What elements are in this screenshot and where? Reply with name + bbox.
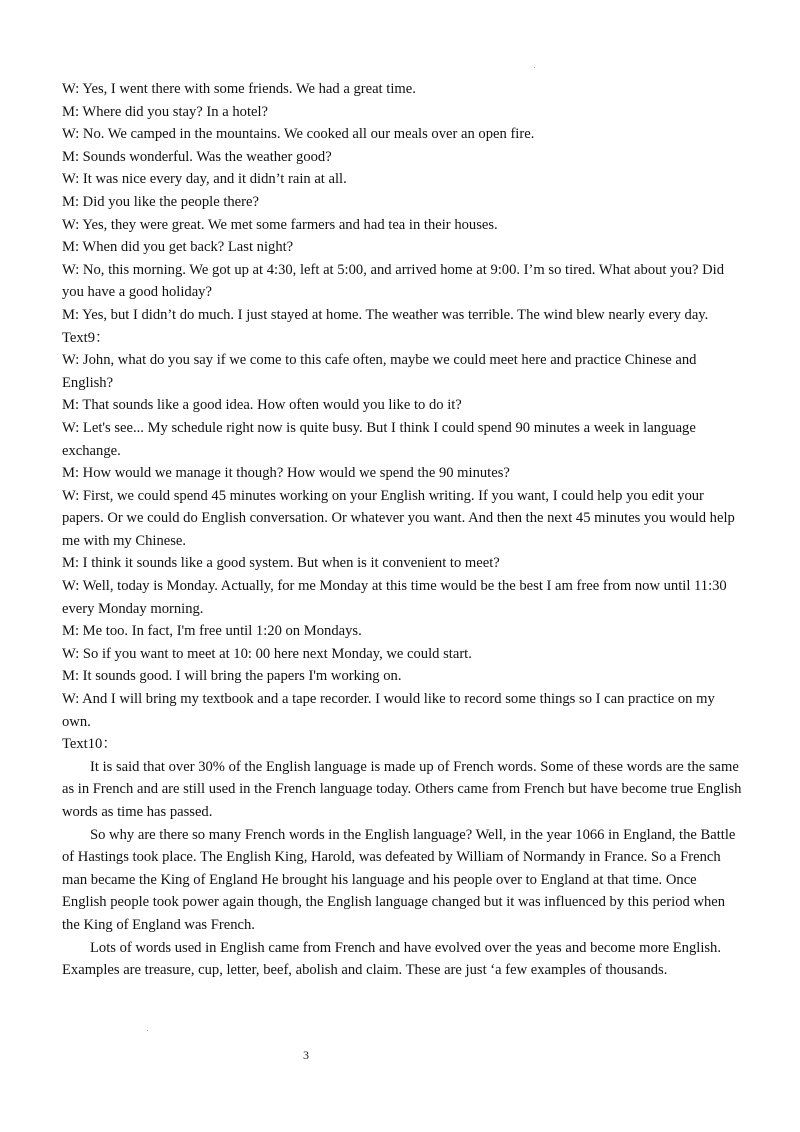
dialogue-line: W: So if you want to meet at 10: 00 here next Monday, we could start.: [62, 645, 472, 662]
dialogue-line: M: Did you like the people there?: [62, 193, 259, 210]
dialogue-line: M: How would we manage it though? How would we spend the 90 minutes?: [62, 465, 510, 482]
scan-speck: [534, 67, 535, 68]
dialogue-line: M: Sounds wonderful. Was the weather good?: [62, 148, 332, 165]
scan-speck: [147, 1030, 148, 1031]
dialogue-line: M: Me too. In fact, I'm free until 1:20 on Mondays.: [62, 623, 362, 640]
dialogue-line: M: When did you get back? Last night?: [62, 239, 294, 256]
dialogue-line: W: It was nice every day, and it didn’t rain at all.: [62, 171, 347, 188]
dialogue-line: M: Yes, but I didn’t do much. I just stayed at home. The weather was terrible. The wind blew nearly every day.: [62, 306, 709, 323]
dialogue-line: W: First, we could spend 45 minutes working on your English writing. If you want, I could help you edit your papers. Or we could do English conversation. Or whatever you want. And then the next 45 minutes you would help me with my Chinese.: [62, 487, 735, 549]
dialogue-line: W: And I will bring my textbook and a tape recorder. I would like to record some things so I can practice on my own.: [62, 691, 715, 730]
dialogue-line: W: Yes, I went there with some friends. We had a great time.: [62, 81, 416, 97]
dialogue-line: W: Let's see... My schedule right now is quite busy. But I think I could spend 90 minutes a week in language exchange.: [62, 419, 696, 459]
section-heading-text10: Text10：: [62, 736, 117, 753]
dialogue-line: W: John, what do you say if we come to this cafe often, maybe we could meet here and practice Chinese and English?: [62, 352, 697, 391]
dialogue-line: M: I think it sounds like a good system. But when is it convenient to meet?: [62, 555, 500, 572]
dialogue-line: M: Where did you stay? In a hotel?: [62, 103, 269, 120]
dialogue-line: W: No. We camped in the mountains. We cooked all our meals over an open fire.: [62, 126, 535, 143]
passage-paragraph: Lots of words used in English came from French and have evolved over the yeas and become more English. Examples are treasure, cup, letter, beef, abolish and claim. These are just ‘a few examples of thousands.: [62, 939, 722, 979]
dialogue-line: M: It sounds good. I will bring the papers I'm working on.: [62, 668, 402, 685]
dialogue-line: M: That sounds like a good idea. How often would you like to do it?: [62, 397, 462, 414]
passage-paragraph: So why are there so many French words in the English language? Well, in the year 1066 in England, the Battle of Hastings took place. The English King, Harold, was defeated by William of Normandy in France. So a French man became the King of England He brought his language and his people over to England at that time. Once English people took power again though, the English language changed but it was influenced by this period when the King of England was French.: [62, 826, 736, 933]
passage-paragraph: It is said that over 30% of the English language is made up of French words. Some of these words are the same as in French and are still used in the French language today. Others came from French but have become true English words as time has passed.: [62, 758, 742, 820]
dialogue-line: W: Well, today is Monday. Actually, for me Monday at this time would be the best I am free from now until 11:30 every Monday morning.: [62, 578, 727, 617]
dialogue-line: W: No, this morning. We got up at 4:30, left at 5:00, and arrived home at 9:00. I’m so tired. What about you? Did you have a good holiday?: [62, 261, 725, 301]
section-heading-text9: Text9：: [62, 329, 110, 346]
dialogue-line: W: Yes, they were great. We met some farmers and had tea in their houses.: [62, 216, 498, 233]
document-body: [62, 78, 742, 982]
page-number: 3: [303, 1048, 309, 1062]
